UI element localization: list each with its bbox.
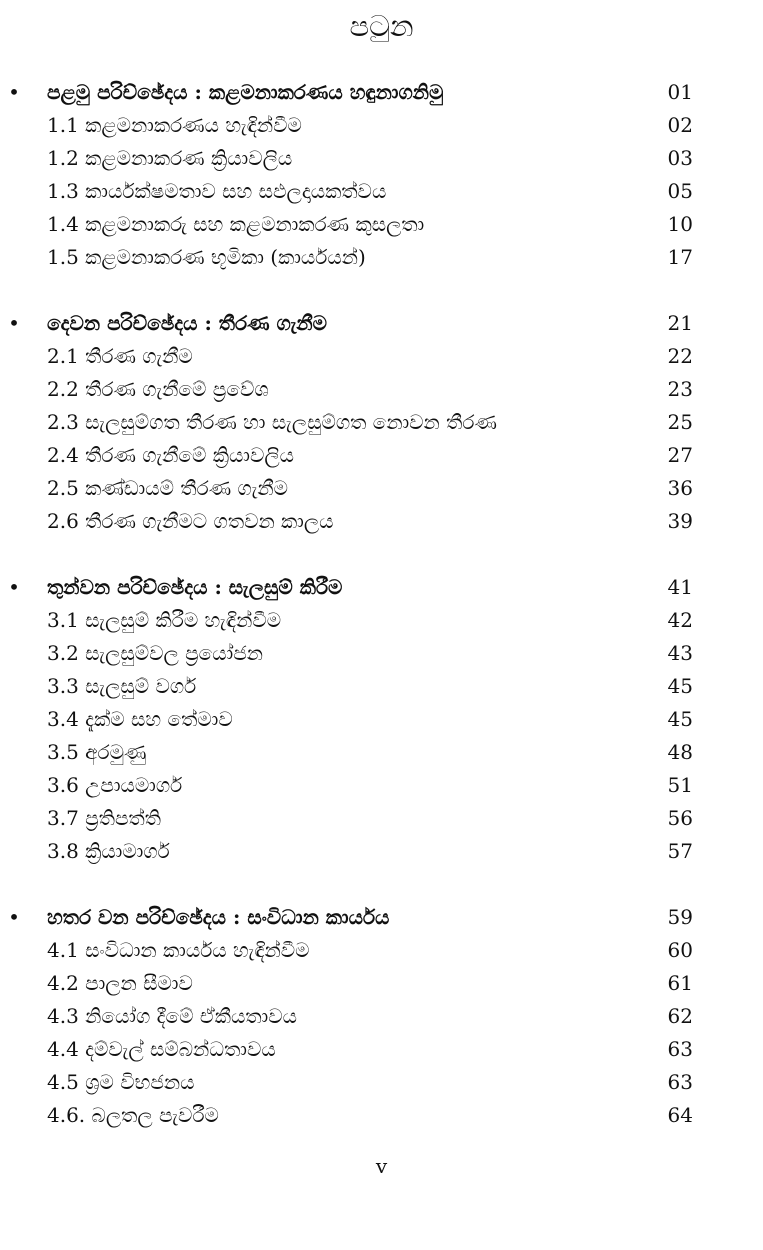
chapter-heading-row[interactable] <box>0 571 763 604</box>
toc-entry-page-number: 05 <box>667 179 693 203</box>
toc-entry-label: 2.5 කණ්ඩායම් තීරණ ගැනීම <box>47 476 289 500</box>
toc-entry-label: 3.8 ක්‍රියාමාර්ග <box>47 839 170 863</box>
toc-entry-page-number: 27 <box>667 443 693 467</box>
toc-entry-page-number: 25 <box>667 410 693 434</box>
toc-entry-page-number: 45 <box>667 674 693 698</box>
toc-entry-row[interactable] <box>0 835 763 868</box>
toc-entry-row[interactable] <box>0 142 763 175</box>
toc-entry-row[interactable] <box>0 472 763 505</box>
toc-entry-label: 1.2 කළමනාකරණ ක්‍රියාවලිය <box>47 146 293 170</box>
toc-entry-row[interactable] <box>0 505 763 538</box>
toc-entry-page-number: 03 <box>667 146 693 170</box>
toc-entry-page-number: 23 <box>667 377 693 401</box>
toc-entry-row[interactable] <box>0 769 763 802</box>
toc-entry-label: 1.3 කාර්යක්ෂමතාව සහ සඵලදායකත්වය <box>47 179 387 203</box>
toc-entry-page-number: 51 <box>667 773 693 797</box>
toc-entry-page-number: 39 <box>667 509 693 533</box>
toc-entry-label: 2.3 සැලසුම්ගත තීරණ හා සැලසුම්ගත නොවන තීරණ <box>47 410 497 434</box>
toc-entry-label: 4.6. බලතල පැවරීම <box>47 1103 219 1127</box>
toc-entry-page-number: 02 <box>667 113 693 137</box>
toc-entry-row[interactable] <box>0 175 763 208</box>
toc-entry-label: 4.2 පාලන සීමාව <box>47 971 193 995</box>
bullet-icon: • <box>8 311 20 335</box>
toc-entry-page-number: 57 <box>667 839 693 863</box>
toc-entry-row[interactable] <box>0 406 763 439</box>
toc-entry-label: 3.5 අරමුණු <box>47 740 147 764</box>
toc-entry-label: 2.1 තීරණ ගැනීම <box>47 344 193 368</box>
chapter-heading: තුන්වන පරිච්ඡේදය : සැලසුම් කිරීම <box>47 575 343 599</box>
chapter-heading-row[interactable] <box>0 76 763 109</box>
toc-entry-row[interactable] <box>0 241 763 274</box>
toc-entry-row[interactable] <box>0 802 763 835</box>
page-title: පටුන <box>349 9 414 43</box>
toc-entry-row[interactable] <box>0 1099 763 1132</box>
toc-entry-page-number: 63 <box>667 1037 693 1061</box>
chapter-block <box>0 571 763 868</box>
toc-entry-label: 1.5 කළමනාකරණ භූමිකා (කාර්යයන්) <box>47 245 366 269</box>
chapter-page-number: 01 <box>667 80 693 104</box>
bullet-icon: • <box>8 575 20 599</box>
toc-entry-page-number: 56 <box>667 806 693 830</box>
toc-entry-label: 4.1 සංවිධාන කාර්යය හැඳින්වීම <box>47 938 310 962</box>
bullet-icon: • <box>8 80 20 104</box>
toc-entry-row[interactable] <box>0 703 763 736</box>
toc-entry-row[interactable] <box>0 1066 763 1099</box>
chapter-heading: දෙවන පරිච්ඡේදය : තීරණ ගැනීම <box>47 311 328 335</box>
toc-entry-page-number: 48 <box>667 740 693 764</box>
toc-entry-row[interactable] <box>0 340 763 373</box>
toc-entry-row[interactable] <box>0 208 763 241</box>
chapter-block <box>0 307 763 538</box>
chapter-page-number: 21 <box>667 311 693 335</box>
toc-entry-label: 4.3 නියෝග දීමේ ඒකීයතාවය <box>47 1004 297 1028</box>
toc-entry-row[interactable] <box>0 967 763 1000</box>
toc-entry-page-number: 60 <box>667 938 693 962</box>
toc-entry-page-number: 63 <box>667 1070 693 1094</box>
toc-entry-label: 3.6 උපායමාර්ග <box>47 773 183 797</box>
toc-entry-page-number: 62 <box>667 1004 693 1028</box>
chapter-block <box>0 901 763 1132</box>
toc-entry-row[interactable] <box>0 373 763 406</box>
toc-entry-page-number: 36 <box>667 476 693 500</box>
chapter-heading-row[interactable] <box>0 307 763 340</box>
chapter-heading-row[interactable] <box>0 901 763 934</box>
toc-entry-row[interactable] <box>0 934 763 967</box>
toc-entry-page-number: 22 <box>667 344 693 368</box>
table-of-contents <box>0 76 763 1165</box>
page-number-footer: v <box>375 1154 388 1178</box>
toc-entry-label: 2.2 තීරණ ගැනීමේ ප්‍රවේශ <box>47 377 269 401</box>
toc-entry-row[interactable] <box>0 1033 763 1066</box>
toc-entry-row[interactable] <box>0 670 763 703</box>
toc-entry-row[interactable] <box>0 604 763 637</box>
toc-entry-label: 3.4 දැක්ම සහ තේමාව <box>47 707 233 731</box>
toc-entry-label: 3.3 සැලසුම් වර්ග <box>47 674 197 698</box>
toc-entry-row[interactable] <box>0 1000 763 1033</box>
toc-entry-row[interactable] <box>0 637 763 670</box>
chapter-heading: හතර වන පරිච්ඡේදය : සංවිධාන කාර්යය <box>47 905 390 929</box>
chapter-block <box>0 76 763 274</box>
toc-entry-page-number: 43 <box>667 641 693 665</box>
bullet-icon: • <box>8 905 20 929</box>
toc-entry-page-number: 17 <box>667 245 693 269</box>
toc-entry-page-number: 42 <box>667 608 693 632</box>
toc-entry-label: 3.7 ප්‍රතිපත්ති <box>47 806 161 830</box>
toc-entry-page-number: 61 <box>667 971 693 995</box>
toc-entry-label: 4.5 ශ්‍රම විභජනය <box>47 1070 195 1094</box>
chapter-page-number: 59 <box>667 905 693 929</box>
toc-entry-row[interactable] <box>0 439 763 472</box>
toc-entry-label: 1.1 කළමනාකරණය හැඳින්වීම <box>47 113 302 137</box>
toc-entry-label: 1.4 කළමනාකරු සහ කළමනාකරණ කුසලතා <box>47 212 425 236</box>
toc-entry-row[interactable] <box>0 109 763 142</box>
toc-entry-label: 3.1 සැලසුම් කිරීම හැඳින්වීම <box>47 608 282 632</box>
toc-entry-label: 3.2 සැලසුම්වල ප්‍රයෝජන <box>47 641 264 665</box>
chapter-page-number: 41 <box>667 575 693 599</box>
toc-entry-page-number: 64 <box>667 1103 693 1127</box>
toc-entry-page-number: 10 <box>667 212 693 236</box>
toc-entry-page-number: 45 <box>667 707 693 731</box>
chapter-heading: පළමු පරිච්ඡේදය : කළමනාකරණය හඳුනාගනිමු <box>47 80 444 104</box>
toc-entry-label: 4.4 දම්වැල් සම්බන්ධතාවය <box>47 1037 276 1061</box>
toc-entry-label: 2.6 තීරණ ගැනීමට ගතවන කාලය <box>47 509 334 533</box>
toc-entry-row[interactable] <box>0 736 763 769</box>
toc-entry-label: 2.4 තීරණ ගැනීමේ ක්‍රියාවලිය <box>47 443 294 467</box>
